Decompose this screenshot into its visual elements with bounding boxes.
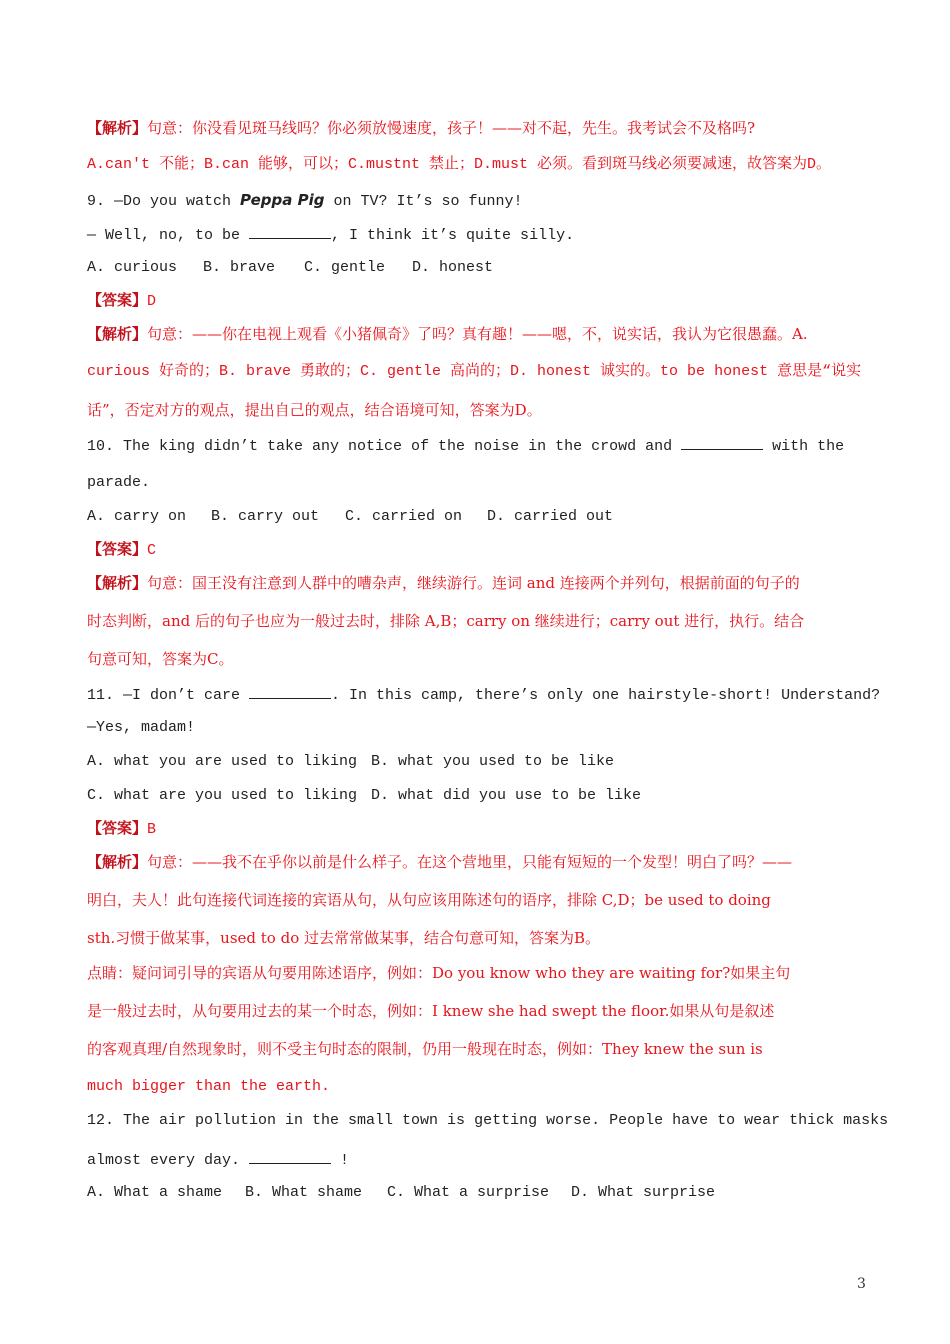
q10-analysis-line-2: 时态判断，and 后的句子也应为一般过去时，排除 A,B；carry on 继续进行；carry out 进行，执行。结合 xyxy=(87,612,805,630)
q11-option-b: B. what you used to be like xyxy=(371,753,615,770)
q9-stem-line-2: — Well, no, to be , I think it’s quite silly. xyxy=(87,224,574,246)
q9-answer xyxy=(87,290,156,312)
q12-stem-line-2: almost every day. ! xyxy=(87,1149,349,1171)
q11-options-row-2 xyxy=(87,786,641,806)
q10-options xyxy=(87,507,613,527)
q11-tip-line-1: 点睛：疑问词引导的宾语从句要用陈述语序，例如：Do you know who they are waiting for?如果主句 xyxy=(87,964,791,982)
q10-answer xyxy=(87,539,156,561)
q11-answer-value: B xyxy=(147,821,157,838)
q11-tip-line-4: much bigger than the earth. xyxy=(87,1078,331,1095)
page-number: 3 xyxy=(857,1276,866,1292)
q11-analysis-line-3: sth.习惯于做某事，used to do 过去常常做某事，结合句意可知，答案为B。 xyxy=(87,929,601,947)
q9-analysis-line-2: curious 好奇的；B. brave 勇敢的；C. gentle 高尚的；D. honest 诚实的。to be honest 意思是“说实 xyxy=(87,363,862,380)
q10-analysis-line-3: 句意可知，答案为C。 xyxy=(87,650,234,668)
answer-tag: 【答案】 xyxy=(87,540,148,558)
q11-analysis-line-2: 明白，夫人！此句连接代词连接的宾语从句，从句应该用陈述句的语序，排除 C,D；be used to doing xyxy=(87,891,771,909)
q10-answer-value: C xyxy=(147,542,157,559)
answer-tag: 【答案】 xyxy=(87,291,148,309)
q12-option-c: C. What a surprise xyxy=(387,1184,550,1201)
answer-tag: 【答案】 xyxy=(87,819,148,837)
analysis-tag: 【解析】 xyxy=(87,574,148,592)
q11-option-d: D. what did you use to be like xyxy=(371,787,642,804)
answer-blank xyxy=(249,1149,331,1164)
q9-analysis-line-3: 话”，否定对方的观点，提出自己的观点，结合语境可知，答案为D。 xyxy=(87,401,542,419)
q11-answer xyxy=(87,818,156,840)
q10-option-c: C. carried on xyxy=(345,508,463,525)
q11-option-c: C. what are you used to liking xyxy=(87,787,358,804)
q9-show-title: Peppa Pig xyxy=(240,191,325,209)
q10-option-a: A. carry on xyxy=(87,508,187,525)
analysis-tag: 【解析】 xyxy=(87,853,148,871)
q11-stem: 11. —I don’t care . In this camp, there’s only one hairstyle-short! Understand? xyxy=(87,684,880,706)
q10-analysis-line-1: 【解析】句意：国王没有注意到人群中的嘈杂声，继续游行。连词 and 连接两个并列句，根据前面的句子的 xyxy=(87,574,800,592)
q11-tip-line-2: 是一般过去时，从句要用过去的某一个时态，例如：I knew she had swept the floor.如果从句是叙述 xyxy=(87,1002,775,1020)
q9-analysis-line-1: 【解析】句意：——你在电视上观看《小猪佩奇》了吗？真有趣！——嗯，不，说实话，我认为它很愚蠢。A. xyxy=(87,325,808,343)
q10-option-b: B. carry out xyxy=(211,508,320,525)
q10-stem: 10. The king didn’t take any notice of the noise in the crowd and with the xyxy=(87,435,844,457)
q8-analysis-line-1: 【解析】句意：你没看见斑马线吗？你必须放慢速度，孩子！——对不起，先生。我考试会不及格吗? xyxy=(87,119,756,137)
q9-option-c: C. gentle xyxy=(304,259,386,276)
answer-blank xyxy=(249,224,331,239)
q9-options xyxy=(87,258,493,278)
analysis-tag: 【解析】 xyxy=(87,119,148,137)
answer-blank xyxy=(249,684,331,699)
q12-options xyxy=(87,1183,715,1203)
q10-option-d: D. carried out xyxy=(487,508,614,525)
q11-analysis-line-1: 【解析】句意：——我不在乎你以前是什么样子。在这个营地里，只能有短短的一个发型！明白了吗？—— xyxy=(87,853,793,871)
q9-option-a: A. curious xyxy=(87,259,178,276)
q9-option-d: D. honest xyxy=(412,259,494,276)
q9-option-b: B. brave xyxy=(203,259,276,276)
answer-blank xyxy=(681,435,763,450)
q11-tip-line-3: 的客观真理/自然现象时，则不受主句时态的限制，仍用一般现在时态，例如：They knew the sun is xyxy=(87,1040,763,1058)
q9-answer-value: D xyxy=(147,293,157,310)
q11-stem-line-2: —Yes, madam! xyxy=(87,719,196,736)
q12-option-d: D. What surprise xyxy=(571,1184,716,1201)
q11-option-a: A. what you are used to liking xyxy=(87,753,358,770)
q8-analysis-line-2: A.can't 不能；B.can 能够，可以；C.mustnt 禁止；D.must 必须。看到斑马线必须要减速，故答案为D。 xyxy=(87,156,832,173)
q9-stem: 9. —Do you watch Peppa Pig on TV? It’s so funny! xyxy=(87,191,523,210)
analysis-tag: 【解析】 xyxy=(87,325,148,343)
q12-option-a: A. What a shame xyxy=(87,1184,223,1201)
q11-options-row-1 xyxy=(87,752,614,772)
q12-stem: 12. The air pollution in the small town is getting worse. People have to wear thick masks xyxy=(87,1112,889,1129)
q12-option-b: B. What shame xyxy=(245,1184,363,1201)
q10-stem-line-2: parade. xyxy=(87,474,151,491)
